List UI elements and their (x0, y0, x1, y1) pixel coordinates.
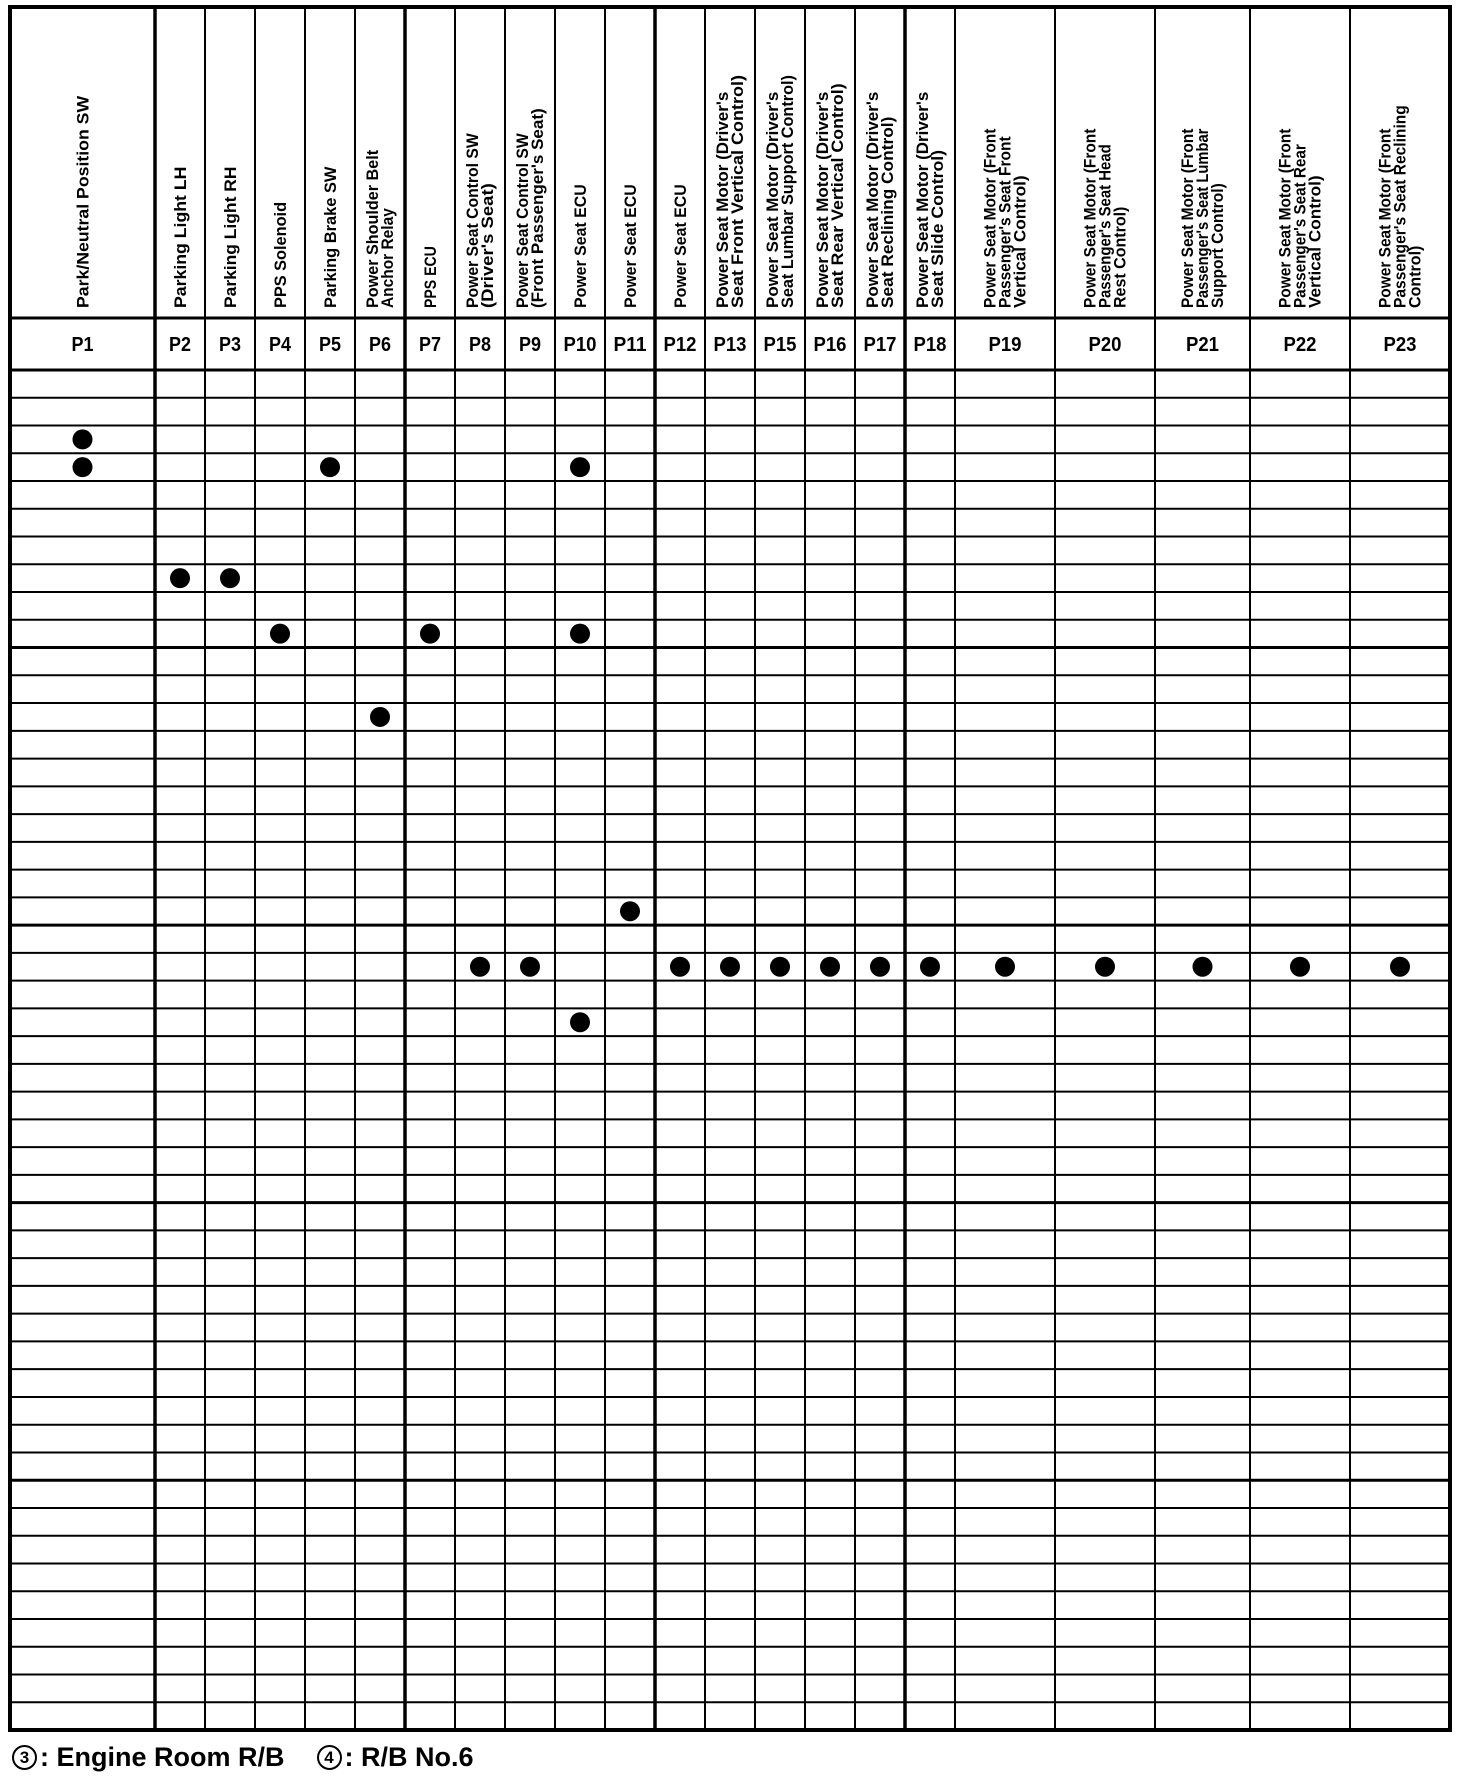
component-name-label: Control) (1405, 241, 1425, 308)
connector-code-label: P18 (913, 334, 947, 356)
component-name-label: Power Seat Motor (Driver's (713, 91, 733, 308)
connector-code-label: P13 (713, 334, 747, 356)
circled-number-icon: 4 (317, 1745, 342, 1770)
connection-dot (270, 624, 290, 644)
component-name-label: Rest Control) (1110, 200, 1130, 308)
connection-dot (420, 624, 440, 644)
connection-dot (170, 568, 190, 588)
connector-code-label: P10 (563, 334, 597, 356)
connection-dot (1390, 957, 1410, 977)
component-name-label: Power Seat Motor (Front (1275, 110, 1295, 308)
legend-text: : R/B No.6 (344, 1742, 474, 1772)
component-name-label: Seat Slide Control) (928, 155, 948, 308)
connection-dot (670, 957, 690, 977)
connection-dot (1095, 957, 1115, 977)
connector-code-label: P3 (219, 334, 241, 356)
connection-dot (570, 457, 590, 477)
component-name-label: Power Seat Control SW (513, 119, 533, 308)
component-name-label: Park/Neutral Position SW (73, 103, 93, 308)
component-name-label: Parking Light RH (220, 170, 240, 308)
connector-code-label: P19 (988, 334, 1022, 356)
connection-dot (770, 957, 790, 977)
connector-code-label: P20 (1088, 334, 1122, 356)
component-name-label: Power Seat Motor (Driver's (813, 91, 833, 308)
component-name-label: (Front Passenger's Seat) (528, 108, 548, 308)
connector-code-label: P11 (613, 334, 647, 356)
connection-dot (720, 957, 740, 977)
connection-dot (1193, 957, 1213, 977)
component-name-label: Power Seat Motor (Front (1375, 110, 1395, 308)
component-name-label: Power Seat Motor (Front (1080, 110, 1100, 308)
component-name-label: Vertical Control) (1010, 176, 1030, 308)
connector-code-label: P4 (269, 334, 292, 356)
connector-code-label: P8 (469, 334, 491, 356)
connector-code-label: P15 (763, 334, 797, 356)
connector-code-label: P16 (813, 334, 847, 356)
connection-dot (73, 457, 93, 477)
component-name-label: Power Seat Motor (Front (1177, 110, 1197, 308)
component-name-label: Passenger's Seat Rear (1290, 125, 1310, 308)
connector-code-label: P23 (1383, 334, 1417, 356)
connector-code-label: P22 (1283, 334, 1317, 356)
component-name-label: Passenger's Seat Reclining (1390, 86, 1410, 308)
component-name-label: Seat Reclining Control) (878, 120, 898, 308)
connector-code-label: P9 (519, 334, 541, 356)
component-name-label: Support Control) (1207, 172, 1227, 308)
component-name-label: Power Seat Motor (Driver's (913, 91, 933, 308)
circled-number-icon: 3 (12, 1745, 37, 1770)
connection-dot (920, 957, 940, 977)
component-name-label: (Driver's Seat) (478, 193, 498, 308)
component-name-label: Parking Light LH (170, 171, 190, 308)
legend-item-engine-room (12, 1742, 285, 1773)
connection-dot (620, 901, 640, 921)
component-name-label: Power Seat ECU (670, 175, 690, 308)
connector-code-label: P12 (663, 334, 697, 356)
connector-code-label: P17 (863, 334, 897, 356)
legend-item-rb-no6 (317, 1742, 474, 1773)
component-name-label: Seat Rear Vertical Control) (828, 93, 848, 308)
component-name-label: Power Seat ECU (570, 175, 590, 308)
component-name-label: Passenger's Seat Head (1095, 121, 1115, 308)
component-name-label: PPS Solenoid (270, 197, 290, 308)
component-name-label: Power Seat Motor (Driver's (763, 91, 783, 308)
component-name-label: Passenger's Seat Lumbar (1192, 100, 1212, 308)
component-name-label: Power Shoulder Belt (363, 141, 383, 308)
connection-dot (1290, 957, 1310, 977)
connection-dot (820, 957, 840, 977)
component-name-label: Power Seat Motor (Front (980, 110, 1000, 308)
component-name-label: Passenger's Seat Front (995, 119, 1015, 308)
connector-code-label: P21 (1186, 334, 1219, 356)
connection-dot (370, 707, 390, 727)
component-name-label: PPS ECU (420, 233, 440, 308)
component-name-label: Parking Brake SW (320, 161, 340, 308)
component-name-label: Anchor Relay (378, 198, 398, 308)
component-name-label: Power Seat Control SW (463, 119, 483, 308)
component-name-label: Seat Front Vertical Control) (728, 87, 748, 308)
connection-dot (220, 568, 240, 588)
connection-dot (470, 957, 490, 977)
connector-code-label: P7 (419, 334, 441, 356)
connection-dot (570, 624, 590, 644)
component-name-label: Vertical Control) (1305, 176, 1325, 308)
connection-dot (320, 457, 340, 477)
legend-text: : Engine Room R/B (40, 1742, 285, 1772)
connection-dot (570, 1012, 590, 1032)
connector-code-label: P1 (71, 334, 94, 356)
connector-code-label: P5 (319, 334, 341, 356)
connection-dot (520, 957, 540, 977)
component-name-label: Power Seat ECU (620, 175, 640, 308)
connector-code-label: P6 (369, 334, 391, 356)
connection-dot (995, 957, 1015, 977)
connection-dot (73, 429, 93, 449)
component-name-label: Power Seat Motor (Driver's (863, 91, 883, 308)
legend (12, 1742, 474, 1773)
component-name-label: Seat Lumbar Support Control) (778, 64, 798, 308)
connection-dot (870, 957, 890, 977)
connector-code-label: P2 (169, 334, 191, 356)
